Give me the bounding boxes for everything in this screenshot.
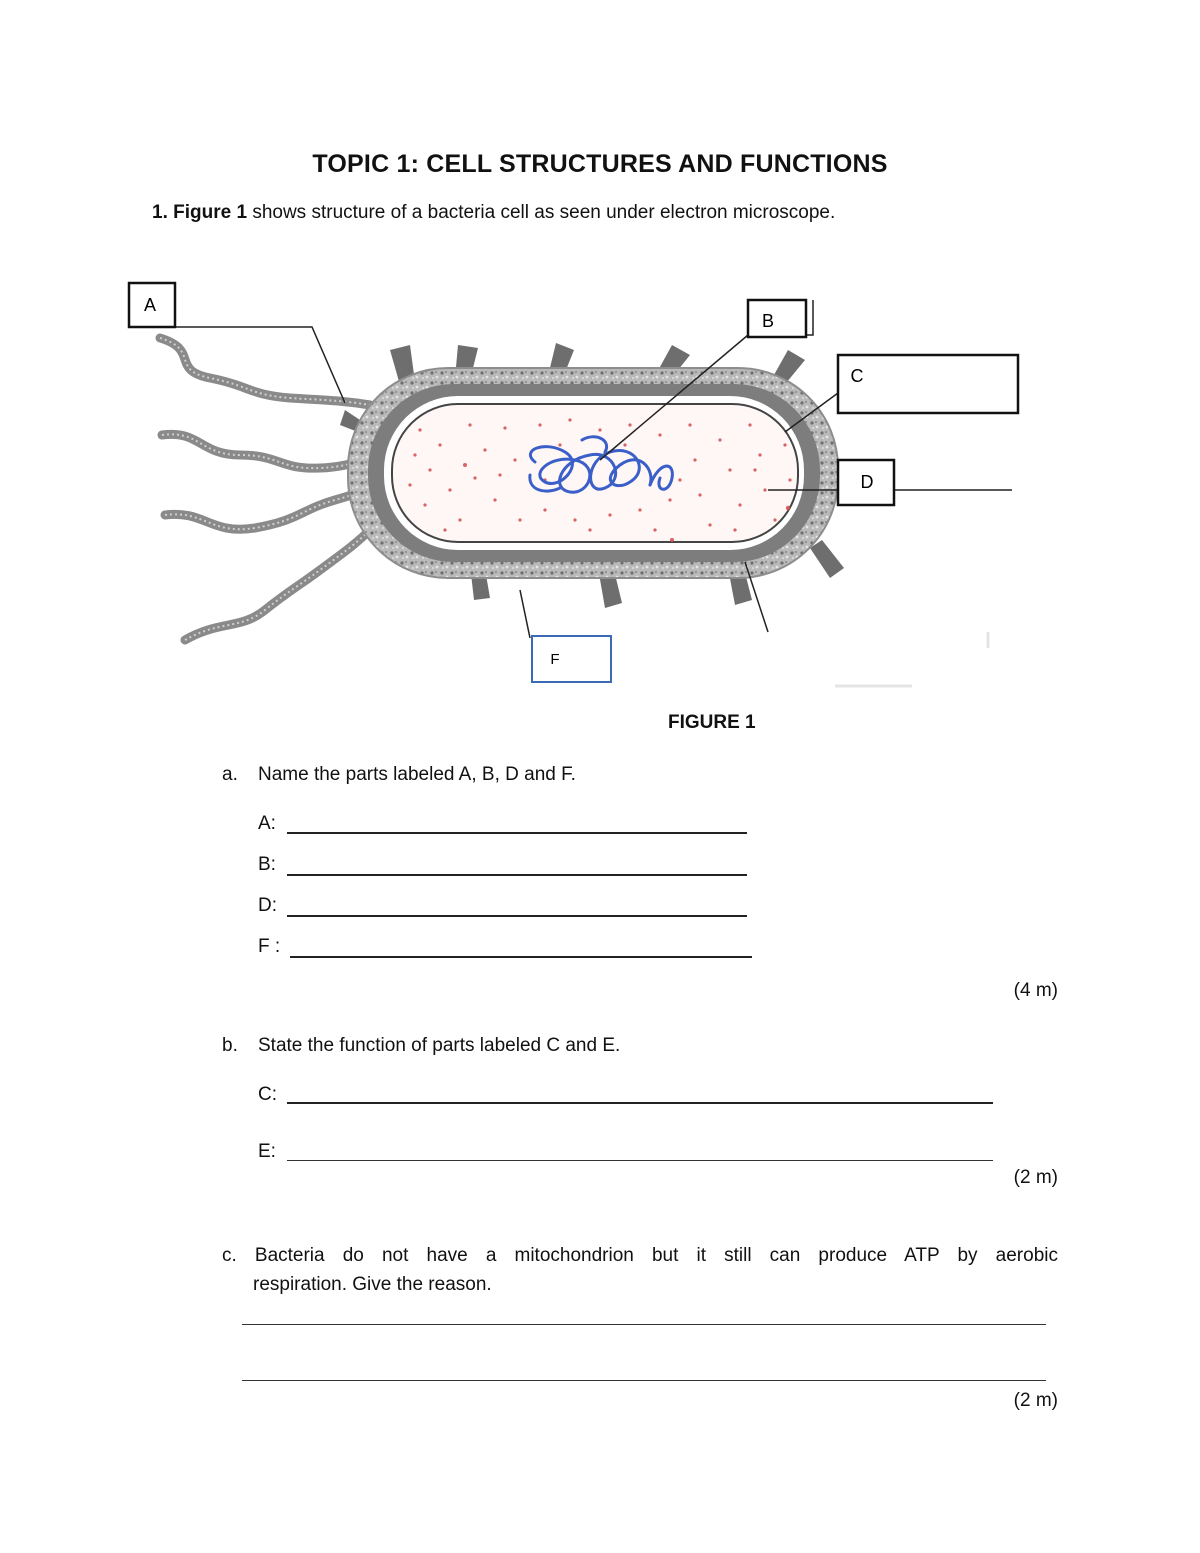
answer-label-d: D: xyxy=(258,895,277,916)
label-box-c xyxy=(838,355,1018,413)
flagella xyxy=(160,338,372,640)
label-box-a xyxy=(129,283,175,327)
answer-line-part-c-1[interactable] xyxy=(242,1324,1046,1325)
answer-line-part-c-2[interactable] xyxy=(242,1380,1046,1381)
erased-label-box-e xyxy=(835,632,988,686)
figure-caption: FIGURE 1 xyxy=(668,712,756,733)
part-c-marks: (2 m) xyxy=(1013,1390,1058,1411)
answer-line-e[interactable] xyxy=(287,1160,993,1161)
part-c-question-line-1: c. Bacteria do not have a mitochondrion but it still can produce ATP by aerobic xyxy=(222,1245,1058,1266)
answer-line-c[interactable] xyxy=(287,1102,993,1104)
part-c-question-line-2: respiration. Give the reason. xyxy=(253,1274,492,1295)
question-1-text: shows structure of a bacteria cell as seen under electron microscope. xyxy=(247,202,836,223)
answer-label-c: C: xyxy=(258,1084,277,1105)
label-box-b xyxy=(748,300,806,337)
answer-label-e: E: xyxy=(258,1141,276,1162)
answer-line-d[interactable] xyxy=(287,915,747,917)
question-1-stem xyxy=(152,202,835,224)
label-d: D xyxy=(860,472,874,492)
label-f: F xyxy=(550,651,560,668)
part-b-letter: b. xyxy=(222,1035,238,1056)
label-c: C xyxy=(850,366,864,386)
bacteria-cell-diagram xyxy=(0,270,1200,700)
answer-label-a: A: xyxy=(258,813,276,834)
answer-label-f: F : xyxy=(258,936,281,957)
answer-line-b[interactable] xyxy=(287,874,747,876)
part-a-marks: (4 m) xyxy=(1013,980,1058,1001)
part-a-letter: a. xyxy=(222,764,238,785)
part-b-marks: (2 m) xyxy=(1013,1167,1058,1188)
flagella-texture xyxy=(160,338,372,640)
part-a-question: Name the parts labeled A, B, D and F. xyxy=(258,764,576,785)
answer-line-f[interactable] xyxy=(290,956,752,958)
part-b-question: State the function of parts labeled C and E. xyxy=(258,1035,621,1056)
label-box-f xyxy=(532,636,611,682)
figure-reference: Figure 1 xyxy=(173,202,248,223)
label-a: A xyxy=(143,295,157,315)
label-box-d xyxy=(838,460,894,505)
question-number: 1. xyxy=(152,202,168,223)
label-b: B xyxy=(761,311,775,331)
answer-line-a[interactable] xyxy=(287,832,747,834)
page-title: TOPIC 1: CELL STRUCTURES AND FUNCTIONS xyxy=(312,150,888,178)
answer-label-b: B: xyxy=(258,854,276,875)
